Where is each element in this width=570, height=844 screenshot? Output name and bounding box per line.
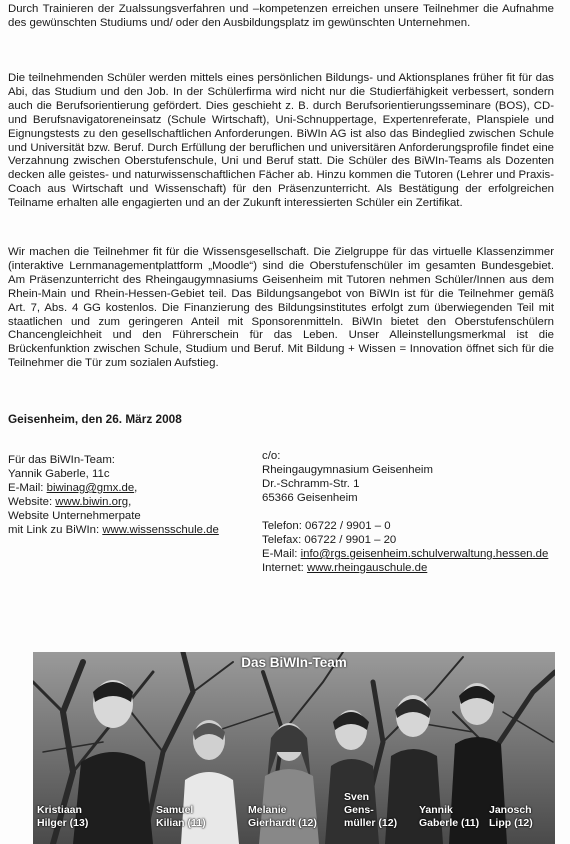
team-photo: [33, 652, 555, 844]
caption-first-name: Janosch: [489, 804, 532, 816]
caption-first-name: Kristiaan: [37, 804, 82, 816]
sponsor-website-label: Website Unternehmerpate: [8, 510, 141, 522]
contact-website-row: [8, 495, 219, 509]
website-label: Website:: [8, 496, 56, 508]
team-email-link[interactable]: biwinag@gmx.de: [46, 482, 135, 494]
contact-block-school: [262, 449, 548, 575]
photo-caption: [489, 804, 533, 830]
photo-caption: [248, 804, 317, 830]
school-website-link[interactable]: www.rheingauschule.de: [306, 562, 428, 574]
caption-last-name: Gierhardt (12): [248, 817, 317, 829]
caption-last-name: Hilger (13): [37, 817, 89, 829]
contact-team-heading: Für das BiWIn-Team:: [8, 454, 115, 466]
team-website-link[interactable]: www.biwin.org: [55, 496, 129, 508]
dateline: Geisenheim, den 26. März 2008: [8, 412, 182, 426]
photo-caption: [419, 804, 479, 830]
school-name: Rheingaugymnasium Geisenheim: [262, 464, 433, 476]
paragraph-intro: Durch Trainieren der Zualssungsverfahren und –kompetenzen erreichen unsere Teilnehmer die Aufnahme des gewünschten Studiums und/ oder den Ausbildungsplatz im gewünschten Unternehmen.: [8, 3, 554, 29]
caption-last-name: Lipp (12): [489, 817, 533, 829]
photo-title: Das BiWIn-Team: [241, 655, 347, 670]
spacer: [262, 505, 548, 519]
school-street: Dr.-Schramm-Str. 1: [262, 478, 360, 490]
school-fax: Telefax: 06722 / 9901 – 20: [262, 534, 397, 546]
photo-caption: [37, 804, 88, 830]
caption-first-name: Melanie: [248, 804, 287, 816]
school-phone: Telefon: 06722 / 9901 – 0: [262, 520, 391, 532]
paragraph-students: Die teilnehmenden Schüler werden mittels eines persönlichen Bildungs- und Aktionsplanes früher fit für das Abi, das Studium und den Job. In der Schülerfirma wird nicht nur die Studierfähigkeit verbessert, sondern auch die Berufsorientierung gefördert. Dies geschieht z. B. durch Berufsorientierungsseminare (BOS), CD-und Berufsnavigatoreneinsatz (Schule Wirtschaft), Uni-Schnuppertage, Expertenreferate, Planspiele und Eignungstests zu den gesellschaftlichen Anforderungen. BiWIn AG ist also das Bindeglied zwischen Schule und Universität bzw. Beruf. Durch Erfüllung der beruflichen und universitären Anforderungsprofile findet eine Verzahnung zwischen Oberstufenschule, Uni und Beruf statt. Die Schüler des BiWIn-Teams als Dozenten decken alle geistes- und naturwissenschaftlichen Fächer ab. Hinzu kommen die Tutoren (Lehrer und Praxis-Coach aus Wirtschaft und Wissenschaft) für den Präsenzunterricht. Als Bestätigung der erfolgreichen Teilname erhalten alle engagierten und an der Zukunft interessierten Schüler ein Zertifikat.: [8, 72, 554, 210]
caption-last-name: müller (12): [344, 817, 398, 829]
sponsor-link-label: mit Link zu BiWIn:: [8, 524, 103, 536]
contact-block-team: [8, 453, 219, 537]
website-suffix: ,: [128, 496, 132, 508]
caption-last-name: Kilian (11): [156, 817, 206, 829]
school-internet-label: Internet:: [262, 562, 307, 574]
contact-email-row: [8, 481, 219, 495]
sponsor-link-row: [8, 523, 219, 537]
school-email-link[interactable]: info@rgs.geisenheim.schulverwaltung.hessen.de: [300, 548, 549, 560]
caption-first-name: Yannik: [419, 804, 453, 816]
photo-caption: [156, 804, 206, 830]
email-label: E-Mail:: [8, 482, 47, 494]
school-internet-row: [262, 561, 548, 575]
email-suffix: ,: [134, 482, 138, 494]
caption-middle: Gens-: [344, 804, 374, 816]
school-email-label: E-Mail:: [262, 548, 301, 560]
school-email-row: [262, 547, 548, 561]
school-city: 65366 Geisenheim: [262, 492, 358, 504]
care-of-label: c/o:: [262, 450, 281, 462]
photo-caption: [344, 791, 397, 830]
caption-first-name: Samuel: [156, 804, 194, 816]
caption-last-name: Gaberle (11): [419, 817, 480, 829]
contact-person: Yannik Gaberle, 11c: [8, 468, 110, 480]
paragraph-knowledge-society: Wir machen die Teilnehmer fit für die Wissensgesellschaft. Die Zielgruppe für das virtuelle Klassenzimmer (interaktive Lernmanagementplattform „Moodle“) sind die Oberstufenschüler im gesamten Bundesgebiet. Am Präsenzunterricht des Rheingaugymnasiums Geisenheim mit Tutoren nehmen Schüler/Innen aus dem Rhein-Main und Rhein-Hessen-Gebiet teil. Das Bildungsangebot von BiWIn ist für die Teilnehmer gemäß Art. 7, Abs. 4 GG kostenlos. Die Finanzierung des Bildungsinstitutes erfolgt zum überwiegenden Teil mit staatlichen und zum geringeren Anteil mit Sponsorenmitteln. BiWIn bietet den Oberstufenschülern Chancengleichheit und den Führerschein für das Leben. Unser Alleinstellungsmerkmal ist die Brückenfunktion zwischen Schule, Studium und Beruf. Mit Bildung + Wissen = Innovation öffnet sich für die Teilnehmer die Tür zum sozialen Aufstieg.: [8, 246, 554, 370]
caption-first-name: Sven: [344, 791, 370, 803]
sponsor-website-link[interactable]: www.wissensschule.de: [102, 524, 219, 536]
